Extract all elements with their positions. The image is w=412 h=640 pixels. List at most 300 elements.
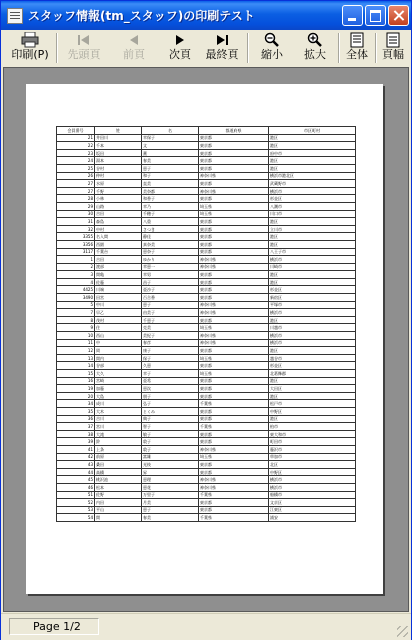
table-row: [57, 339, 356, 347]
table-row: [57, 415, 356, 423]
table-cell: 神奈川県: [199, 332, 269, 340]
table-cell: 東京都: [199, 157, 269, 165]
table-cell: 42: [57, 453, 95, 461]
first-page-label: 先頭頁: [67, 48, 101, 61]
table-cell: 保子: [142, 354, 199, 362]
table-cell: 港区: [269, 271, 356, 279]
table-row: [57, 506, 356, 514]
minimize-button[interactable]: [342, 5, 363, 26]
table-cell: 東京都: [199, 377, 269, 385]
table-row: [57, 453, 356, 461]
table-cell: 港区: [269, 316, 356, 324]
column-header: 市区町村: [269, 127, 356, 135]
print-button[interactable]: [6, 31, 54, 65]
table-cell: 岡: [95, 347, 142, 355]
table-cell: 恵子: [142, 506, 199, 514]
table-cell: 松本: [95, 483, 142, 491]
table-cell: 29: [57, 202, 95, 210]
table-row: [57, 514, 356, 522]
table-cell: 港区: [269, 347, 356, 355]
table-cell: 神奈川県: [199, 483, 269, 491]
table-cell: 3355: [57, 233, 95, 241]
zoom-out-button[interactable]: [252, 31, 292, 65]
table-cell: 32: [57, 225, 95, 233]
preview-page: [26, 84, 383, 594]
table-cell: 千葉県: [199, 514, 269, 522]
table-cell: 幸子: [142, 370, 199, 378]
table-cell: 横浜市: [269, 332, 356, 340]
table-cell: 名入間: [95, 233, 142, 241]
table-cell: 東京都: [199, 438, 269, 446]
whole-page-button[interactable]: [340, 31, 374, 65]
table-cell: 54: [57, 514, 95, 522]
table-cell: 浦安: [269, 514, 356, 522]
table-row: [57, 218, 356, 226]
table-cell: 谷部: [95, 362, 142, 370]
table-cell: 15: [57, 370, 95, 378]
table-cell: 智子: [142, 423, 199, 431]
table-cell: 千葉県: [199, 491, 269, 499]
table-cell: 53: [57, 506, 95, 514]
close-button[interactable]: [388, 5, 409, 26]
table-cell: 北区: [269, 461, 356, 469]
table-cell: 港区: [269, 218, 356, 226]
table-cell: 北葛飾郡: [269, 370, 356, 378]
table-row: [57, 423, 356, 431]
table-cell: 横浜市: [269, 476, 356, 484]
table-cell: 横浜市: [269, 187, 356, 195]
table-cell: 大木: [95, 407, 142, 415]
table-cell: 27: [57, 187, 95, 195]
table-cell: 3356: [57, 240, 95, 248]
table-cell: 38: [57, 430, 95, 438]
table-cell: 恵奈子: [142, 248, 199, 256]
table-row: [57, 483, 356, 491]
table-cell: 八王子市: [269, 248, 356, 256]
table-cell: 港区: [269, 377, 356, 385]
table-cell: 亜希: [142, 377, 199, 385]
table-cell: 杉並区: [269, 195, 356, 203]
table-cell: 月美: [142, 499, 199, 507]
table-cell: 神奈川県: [199, 309, 269, 317]
table-cell: 5: [57, 301, 95, 309]
table-cell: 港区: [269, 233, 356, 241]
table-cell: 東京都: [199, 142, 269, 150]
table-cell: 柏市: [269, 423, 356, 431]
table-cell: 港区: [269, 278, 356, 286]
table-cell: 東京都: [199, 240, 269, 248]
table-cell: 東京都: [199, 392, 269, 400]
table-cell: 16: [57, 377, 95, 385]
table-cell: 新宿区: [269, 294, 356, 302]
table-cell: 埼玉県: [199, 354, 269, 362]
table-cell: 川崎市: [269, 263, 356, 271]
table-cell: 東京都: [199, 362, 269, 370]
table-cell: 万里子: [142, 491, 199, 499]
prev-page-button[interactable]: [114, 31, 154, 65]
staff-table: [56, 126, 356, 522]
table-cell: ゆかり: [142, 256, 199, 264]
table-cell: 3: [57, 271, 95, 279]
table-cell: 中村: [95, 225, 142, 233]
table-cell: 東京都: [199, 233, 269, 241]
table-cell: 34: [57, 400, 95, 408]
table-cell: 杉並区: [269, 286, 356, 294]
table-row: [57, 309, 356, 317]
table-cell: 埼玉県: [199, 453, 269, 461]
zoom-in-button[interactable]: [295, 31, 335, 65]
print-label: 印刷(P): [11, 48, 49, 61]
table-cell: 3490: [57, 294, 95, 302]
table-row: [57, 370, 356, 378]
table-row: [57, 134, 356, 142]
table-cell: 仲村: [95, 172, 142, 180]
table-row: [57, 392, 356, 400]
table-cell: 41: [57, 445, 95, 453]
table-row: [57, 316, 356, 324]
table-cell: 11: [57, 339, 95, 347]
table-cell: 敦子: [142, 438, 199, 446]
table-row: [57, 430, 356, 438]
table-cell: 26: [57, 172, 95, 180]
table-row: [57, 400, 356, 408]
table-row: [57, 271, 356, 279]
table-cell: 10: [57, 332, 95, 340]
separator: [56, 33, 58, 63]
column-header: 都道府県: [199, 127, 269, 135]
table-row: [57, 294, 356, 302]
table-cell: 八重: [142, 218, 199, 226]
table-cell: 草加市: [269, 453, 356, 461]
table-cell: 大久: [95, 370, 142, 378]
table-cell: 静佳: [142, 233, 199, 241]
table-cell: 東京都: [199, 468, 269, 476]
table-cell: 28: [57, 195, 95, 203]
table-cell: 横浜市港北区: [269, 172, 356, 180]
maximize-button[interactable]: [365, 5, 386, 26]
table-cell: 船橋市: [269, 491, 356, 499]
table-cell: 港区: [269, 142, 356, 150]
table-cell: 吉田: [95, 256, 142, 264]
table-cell: 港区: [269, 240, 356, 248]
table-row: [57, 256, 356, 264]
table-cell: 森島: [95, 218, 142, 226]
table-cell: 井田川: [95, 134, 142, 142]
table-cell: 千葉台: [95, 248, 142, 256]
table-cell: 平塚市: [269, 301, 356, 309]
table-cell: 22: [57, 142, 95, 150]
table-cell: 恵花: [142, 483, 199, 491]
table-cell: 千葉県: [199, 400, 269, 408]
table-cell: 春美: [142, 157, 199, 165]
table-cell: 12: [57, 347, 95, 355]
table-row: [57, 445, 356, 453]
table-cell: 百合香: [142, 294, 199, 302]
table-cell: 港区: [269, 134, 356, 142]
table-cell: 西山: [95, 332, 142, 340]
table-cell: 千野: [95, 187, 142, 195]
table-cell: 東京都: [199, 430, 269, 438]
table-cell: 46: [57, 483, 95, 491]
table-cell: 山路: [95, 202, 142, 210]
table-cell: 幸男: [142, 271, 199, 279]
table-row: [57, 476, 356, 484]
table-cell: 東京都: [199, 294, 269, 302]
table-row: [57, 187, 356, 195]
table-cell: 東京都: [199, 385, 269, 393]
table-cell: 克美: [142, 324, 199, 332]
table-cell: 吉田: [95, 210, 142, 218]
prev-page-label: 前頁: [123, 48, 145, 61]
table-cell: 東京都: [199, 506, 269, 514]
table-row: [57, 210, 356, 218]
table-cell: 港区: [269, 157, 356, 165]
table-cell: 45: [57, 476, 95, 484]
table-cell: 川越市: [269, 324, 356, 332]
table-cell: 吉川: [95, 415, 142, 423]
table-cell: 武蔵野市: [269, 180, 356, 188]
table-cell: 藤沢市: [269, 445, 356, 453]
table-row: [57, 385, 356, 393]
table-row: [57, 468, 356, 476]
table-cell: 平山: [95, 506, 142, 514]
table-cell: 康子: [142, 347, 199, 355]
table-cell: 大滝: [95, 430, 142, 438]
next-page-button[interactable]: [160, 31, 200, 65]
table-cell: 埼玉県: [199, 324, 269, 332]
app-icon: [7, 8, 23, 24]
table-cell: 上条: [95, 445, 142, 453]
table-cell: 松戸市: [269, 400, 356, 408]
table-cell: 住: [95, 324, 142, 332]
last-page-label: 最終頁: [205, 48, 239, 61]
preview-area[interactable]: [3, 67, 409, 612]
table-cell: 鈴: [95, 438, 142, 446]
table-cell: 西園: [95, 240, 142, 248]
table-cell: 東京都: [199, 499, 269, 507]
table-header-row: [57, 127, 356, 135]
table-cell: 神奈川県: [199, 172, 269, 180]
table-cell: 東京都: [199, 218, 269, 226]
table-cell: 和香子: [142, 195, 199, 203]
table-row: [57, 157, 356, 165]
table-cell: 湯本: [95, 157, 142, 165]
table-cell: 埼玉県: [199, 210, 269, 218]
table-cell: 水原: [95, 180, 142, 188]
table-cell: 府中市: [269, 149, 356, 157]
table-cell: 昇: [142, 468, 199, 476]
table-cell: 敏子: [142, 430, 199, 438]
table-cell: 神奈川県: [199, 476, 269, 484]
table-cell: 昌子: [142, 278, 199, 286]
table-cell: 春美: [142, 514, 199, 522]
table-cell: 美奈都: [142, 187, 199, 195]
table-cell: 和子: [142, 172, 199, 180]
table-row: [57, 233, 356, 241]
table-cell: 東京都: [199, 461, 269, 469]
table-cell: 東京都: [199, 225, 269, 233]
table-cell: 幸乃: [142, 202, 199, 210]
table-cell: 佐野: [95, 491, 142, 499]
resize-grip-icon[interactable]: [397, 626, 408, 637]
table-row: [57, 142, 356, 150]
table-cell: 越谷市: [269, 354, 356, 362]
table-cell: 千恵子: [142, 316, 199, 324]
table-cell: 弘子: [142, 400, 199, 408]
toolbar: [4, 31, 409, 65]
table-cell: 宮川: [95, 423, 142, 431]
table-cell: 7: [57, 309, 95, 317]
table-row: [57, 240, 356, 248]
table-cell: 高橋: [95, 468, 142, 476]
table-cell: 文: [142, 142, 199, 150]
table-row: [57, 324, 356, 332]
table-row: [57, 278, 356, 286]
table-cell: 25: [57, 164, 95, 172]
table-cell: 23: [57, 149, 95, 157]
page-width-icon: [386, 31, 400, 48]
table-cell: 宮崎: [95, 377, 142, 385]
table-cell: 佐藤: [95, 278, 142, 286]
first-page-button[interactable]: [60, 31, 108, 65]
table-cell: 久恵: [142, 362, 199, 370]
table-cell: 東京都: [199, 248, 269, 256]
table-row: [57, 362, 356, 370]
printer-icon: [21, 31, 39, 48]
table-cell: 港区: [269, 164, 356, 172]
table-row: [57, 149, 356, 157]
table-cell: 39: [57, 438, 95, 446]
table-cell: さつき: [142, 225, 199, 233]
table-row: [57, 491, 356, 499]
table-cell: 43: [57, 461, 95, 469]
table-cell: 36: [57, 415, 95, 423]
first-page-icon: [77, 31, 91, 48]
table-cell: 51: [57, 491, 95, 499]
table-cell: 川口市: [269, 210, 356, 218]
whole-page-icon: [350, 31, 364, 48]
table-cell: 美紀子: [142, 332, 199, 340]
table-cell: 由美子: [142, 309, 199, 317]
table-cell: 27: [57, 180, 95, 188]
table-cell: 東京都: [199, 149, 269, 157]
table-cell: 大島: [95, 392, 142, 400]
table-cell: 関: [95, 514, 142, 522]
zoom-in-label: 拡大: [304, 48, 326, 61]
table-cell: 30: [57, 210, 95, 218]
table-cell: 坂田: [95, 149, 142, 157]
table-cell: 埼玉県: [199, 202, 269, 210]
page-indicator: Page 1/2: [33, 620, 81, 633]
page-width-button[interactable]: [377, 31, 409, 65]
column-header: 名: [142, 127, 199, 135]
table-row: [57, 164, 356, 172]
table-cell: 横浜市: [269, 309, 356, 317]
table-cell: 田宮: [95, 294, 142, 302]
table-cell: 東京都: [199, 415, 269, 423]
table-cell: 東京都: [199, 347, 269, 355]
table-cell: 谷村: [95, 164, 142, 172]
table-cell: 9: [57, 324, 95, 332]
table-cell: 2: [57, 263, 95, 271]
table-cell: 東京都: [199, 271, 269, 279]
table-cell: 20: [57, 392, 95, 400]
table-cell: 4: [57, 278, 95, 286]
table-row: [57, 407, 356, 415]
table-cell: 渡部: [95, 263, 142, 271]
table-cell: 東大和市: [269, 430, 356, 438]
table-row: [57, 263, 356, 271]
table-cell: 中川: [95, 301, 142, 309]
table-cell: 神奈川県: [199, 339, 269, 347]
table-cell: 東京都: [199, 316, 269, 324]
table-row: [57, 172, 356, 180]
table-cell: 文京区: [269, 499, 356, 507]
table-row: [57, 202, 356, 210]
table-cell: 薫: [142, 149, 199, 157]
table-cell: 成川: [95, 400, 142, 408]
table-cell: 東京都: [199, 134, 269, 142]
column-header: 姓: [95, 127, 142, 135]
table-cell: 光枝: [142, 461, 199, 469]
table-cell: 21: [57, 134, 95, 142]
title-bar[interactable]: [1, 1, 411, 30]
table-cell: 52: [57, 499, 95, 507]
table-cell: 直美: [142, 180, 199, 188]
table-cell: 小林: [95, 195, 142, 203]
table-cell: 4425: [57, 286, 95, 294]
table-cell: 恵子: [142, 164, 199, 172]
table-cell: 立川市: [269, 225, 356, 233]
table-cell: 神奈川県: [199, 187, 269, 195]
table-cell: 川端: [95, 286, 142, 294]
table-row: [57, 354, 356, 362]
table-cell: 大田区: [269, 385, 356, 393]
table-cell: 幸恵一: [142, 263, 199, 271]
table-row: [57, 499, 356, 507]
table-cell: 内田: [95, 499, 142, 507]
table-row: [57, 301, 356, 309]
zoom-in-icon: [307, 31, 323, 48]
last-page-button[interactable]: [202, 31, 242, 65]
table-cell: 亜沙子: [142, 286, 199, 294]
zoom-out-icon: [264, 31, 280, 48]
prev-page-icon: [129, 31, 139, 48]
window-title: スタッフ情報(tm_スタッフ)の印刷テスト: [28, 9, 255, 23]
column-header: 会員番号: [57, 127, 95, 135]
table-cell: 春彦: [142, 339, 199, 347]
table-cell: 14: [57, 362, 95, 370]
table-cell: 13: [57, 354, 95, 362]
table-cell: 恵次: [142, 385, 199, 393]
table-cell: 町田市: [269, 438, 356, 446]
table-cell: 19: [57, 385, 95, 393]
table-cell: 横浜市: [269, 339, 356, 347]
table-cell: 44: [57, 468, 95, 476]
table-cell: 東京都: [199, 278, 269, 286]
table-cell: 横浜市: [269, 483, 356, 491]
table-cell: 関亀: [95, 271, 142, 279]
table-cell: 港区: [269, 415, 356, 423]
table-cell: 東京都: [199, 286, 269, 294]
table-row: [57, 286, 356, 294]
table-cell: 中野区: [269, 468, 356, 476]
table-cell: 茂村: [95, 316, 142, 324]
table-row: [57, 438, 356, 446]
table-row: [57, 461, 356, 469]
table-cell: 横浜市: [269, 256, 356, 264]
whole-page-label: 全体: [346, 48, 368, 61]
